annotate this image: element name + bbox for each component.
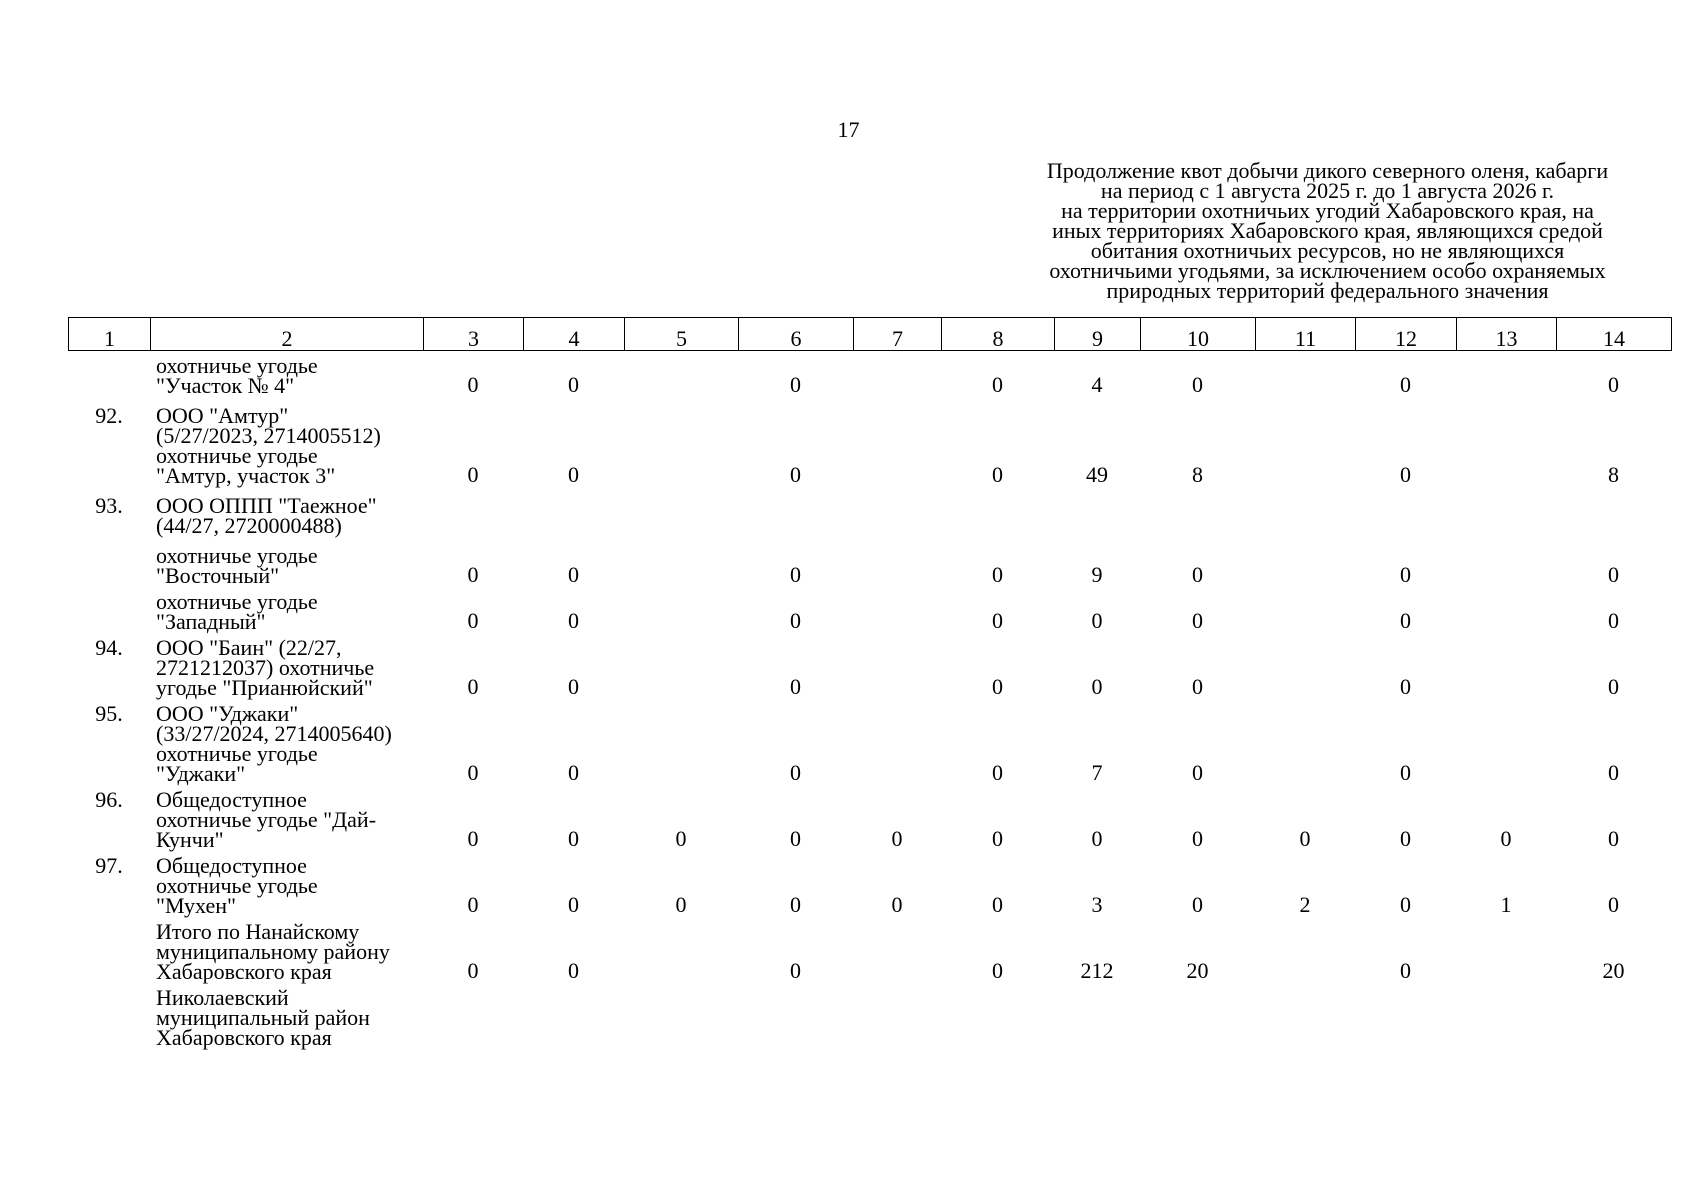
quota-value-col-13 (1456, 638, 1556, 698)
quota-value-col-4: 0 (568, 674, 579, 699)
quota-value-col-3 (423, 496, 523, 536)
name-line: ООО "Баин" (22/27, (156, 635, 342, 660)
table-row (68, 922, 1671, 982)
quota-value-col-9: 49 (1086, 462, 1108, 487)
caption-line: на период с 1 августа 2025 г. до 1 августа 2026 г. (1100, 178, 1555, 203)
name-line: охотничье угодье (156, 543, 318, 568)
row-spacer (68, 396, 1671, 406)
name-line: Хабаровского края (156, 1025, 332, 1050)
name-line: охотничье угодье (156, 443, 318, 468)
quota-value-col-13: 0 (1500, 826, 1512, 851)
quota-value-col-6: 0 (790, 826, 801, 851)
quota-value-col-5: 0 (675, 892, 687, 917)
quota-value-col-4 (523, 988, 624, 1048)
quota-value-col-3: 0 (467, 562, 479, 587)
hunting-ground-name (150, 493, 423, 538)
table-row (68, 638, 1671, 698)
quota-value-col-10: 0 (1192, 562, 1203, 587)
column-number: 3 (424, 318, 524, 351)
table-row (68, 592, 1671, 632)
quota-value-col-10: 0 (1192, 608, 1203, 633)
quota-value-col-3: 0 (467, 372, 479, 397)
quota-value-col-4: 0 (568, 462, 579, 487)
quota-value-col-9: 212 (1080, 958, 1114, 983)
quota-value-col-5 (624, 704, 738, 784)
column-number-header (68, 317, 1672, 351)
quota-value-col-4 (523, 496, 624, 536)
quota-value-col-5 (624, 922, 738, 982)
quota-value-col-6 (738, 988, 853, 1048)
row-number (68, 546, 150, 586)
quota-value-col-9: 4 (1091, 372, 1103, 397)
quota-value-col-4: 0 (568, 892, 579, 917)
quota-value-col-10 (1140, 496, 1255, 536)
quota-value-col-11 (1255, 356, 1355, 396)
column-number: 12 (1356, 318, 1457, 351)
quota-value-col-10: 0 (1192, 674, 1203, 699)
hunting-ground-name (150, 589, 423, 634)
name-line: охотничье угодье "Дай- (156, 807, 377, 832)
name-line: Общедоступное (156, 787, 307, 812)
quota-value-col-5 (624, 406, 738, 486)
row-number: 94. (95, 635, 123, 660)
quota-value-col-8 (941, 988, 1054, 1048)
quota-value-col-10: 20 (1186, 958, 1209, 983)
quota-value-col-10: 8 (1192, 462, 1203, 487)
table-row (68, 704, 1671, 784)
quota-value-col-9 (1054, 496, 1140, 536)
hunting-ground-name (150, 701, 423, 786)
name-line: "Уджаки" (156, 761, 246, 786)
quota-value-col-10: 0 (1192, 826, 1203, 851)
quota-value-col-13 (1456, 922, 1556, 982)
quota-value-col-4: 0 (568, 562, 579, 587)
quota-value-col-12 (1355, 988, 1456, 1048)
quota-value-col-10: 0 (1192, 372, 1203, 397)
name-line: угодье "Прианюйский" (156, 675, 373, 700)
quota-value-col-13 (1456, 988, 1556, 1048)
column-number: 13 (1457, 318, 1557, 351)
table-row (68, 356, 1671, 396)
caption-line: на территории охотничьих угодий Хабаровского края, на (1061, 198, 1594, 223)
quota-value-col-11 (1255, 546, 1355, 586)
quota-value-col-10 (1140, 988, 1255, 1048)
name-line: "Мухен" (156, 893, 236, 918)
quota-value-col-5 (624, 496, 738, 536)
quota-value-col-6: 0 (790, 562, 801, 587)
quota-value-col-12: 0 (1400, 760, 1411, 785)
quota-value-col-9: 3 (1091, 892, 1103, 917)
name-line: (44/27, 2720000488) (156, 513, 342, 538)
column-number: 5 (625, 318, 739, 351)
hunting-ground-name (150, 635, 423, 700)
quota-value-col-11 (1255, 638, 1355, 698)
quota-value-col-6: 0 (790, 372, 801, 397)
quota-value-col-14 (1556, 988, 1671, 1048)
table-row (68, 988, 1671, 1048)
quota-value-col-3: 0 (467, 826, 479, 851)
quota-value-col-8: 0 (992, 562, 1003, 587)
quota-value-col-11 (1255, 922, 1355, 982)
row-number (68, 922, 150, 982)
row-number: 96. (95, 787, 123, 812)
name-line: "Западный" (156, 609, 266, 634)
quota-value-col-13 (1456, 704, 1556, 784)
quota-value-col-8: 0 (992, 674, 1003, 699)
quota-value-col-6 (738, 496, 853, 536)
quota-value-col-3: 0 (467, 674, 479, 699)
row-number (68, 592, 150, 632)
table-row (68, 406, 1671, 486)
quota-value-col-13 (1456, 496, 1556, 536)
quota-value-col-14: 0 (1608, 892, 1619, 917)
quota-value-col-13: 1 (1500, 892, 1512, 917)
quota-value-col-14 (1556, 496, 1671, 536)
quota-value-col-12: 0 (1400, 826, 1411, 851)
quota-value-col-14: 0 (1608, 826, 1619, 851)
name-line: ООО "Амтур" (156, 403, 289, 428)
name-line: Кунчи" (156, 827, 224, 852)
quota-value-col-14: 0 (1608, 562, 1619, 587)
name-line: ООО "Уджаки" (156, 701, 299, 726)
name-line: "Восточный" (156, 563, 280, 588)
quota-value-col-13 (1456, 406, 1556, 486)
quota-value-col-11 (1255, 988, 1355, 1048)
hunting-ground-name (150, 403, 423, 488)
table-row (68, 496, 1671, 536)
column-number: 7 (854, 318, 942, 351)
quota-value-col-9: 7 (1091, 760, 1103, 785)
table-caption (1010, 158, 1645, 303)
quota-value-col-14: 20 (1602, 958, 1625, 983)
table-row (68, 546, 1671, 586)
quota-value-col-7 (853, 922, 941, 982)
quota-value-col-5 (624, 546, 738, 586)
quota-value-col-7 (853, 496, 941, 536)
quota-value-col-12: 0 (1400, 958, 1411, 983)
quota-value-col-9: 0 (1091, 608, 1103, 633)
name-line: муниципальному району (156, 939, 390, 964)
quota-value-col-3: 0 (467, 958, 479, 983)
quota-value-col-7 (853, 988, 941, 1048)
name-line: охотничье угодье (156, 353, 318, 378)
quota-value-col-8 (941, 496, 1054, 536)
quota-value-col-7 (853, 406, 941, 486)
quota-value-col-8: 0 (992, 608, 1003, 633)
quota-value-col-3: 0 (467, 892, 479, 917)
quota-value-col-12: 0 (1400, 892, 1411, 917)
quota-value-col-11 (1255, 406, 1355, 486)
column-number: 6 (739, 318, 854, 351)
quota-value-col-8: 0 (992, 958, 1003, 983)
row-number (68, 988, 150, 1048)
quota-value-col-6: 0 (790, 608, 801, 633)
quota-value-col-4: 0 (568, 760, 579, 785)
name-line: (5/27/2023, 2714005512) (156, 423, 381, 448)
hunting-ground-name (150, 543, 423, 588)
column-number: 2 (151, 318, 424, 351)
quota-value-col-10: 0 (1192, 760, 1203, 785)
page-number: 17 (837, 117, 860, 142)
name-line: "Амтур, участок 3" (156, 463, 336, 488)
quota-value-col-12: 0 (1400, 372, 1411, 397)
quota-value-col-14: 0 (1608, 760, 1619, 785)
quota-value-col-5 (624, 592, 738, 632)
quota-value-col-12 (1355, 496, 1456, 536)
quota-value-col-8: 0 (992, 892, 1003, 917)
quota-value-col-7 (853, 356, 941, 396)
quota-value-col-8: 0 (992, 826, 1003, 851)
table-row (68, 790, 1671, 850)
hunting-ground-name (150, 853, 423, 918)
quota-value-col-13 (1456, 546, 1556, 586)
quota-value-col-12: 0 (1400, 462, 1411, 487)
quota-value-col-9: 9 (1091, 562, 1103, 587)
caption-line: Продолжение квот добычи дикого северного оленя, кабарги (1046, 158, 1609, 183)
table-row (68, 856, 1671, 916)
quota-value-col-14: 0 (1608, 674, 1619, 699)
name-line: охотничье угодье (156, 741, 318, 766)
quota-value-col-11 (1255, 496, 1355, 536)
quota-value-col-3: 0 (467, 462, 479, 487)
quota-value-col-3 (423, 988, 523, 1048)
quota-value-col-5: 0 (675, 826, 687, 851)
row-number (68, 356, 150, 396)
quota-value-col-7: 0 (891, 826, 903, 851)
name-line: Общедоступное (156, 853, 307, 878)
column-number: 11 (1256, 318, 1356, 351)
quota-value-col-8: 0 (992, 462, 1003, 487)
quota-value-col-9: 0 (1091, 826, 1103, 851)
quota-value-col-7: 0 (891, 892, 903, 917)
column-number: 14 (1557, 318, 1672, 351)
quota-value-col-6: 0 (790, 462, 801, 487)
column-number: 1 (69, 318, 151, 351)
quota-value-col-10: 0 (1192, 892, 1203, 917)
quota-value-col-12: 0 (1400, 674, 1411, 699)
name-line: (33/27/2024, 2714005640) (156, 721, 392, 746)
row-number: 92. (95, 403, 123, 428)
caption-line: иных территориях Хабаровского края, являющихся средой (1052, 218, 1603, 243)
quota-value-col-4: 0 (568, 958, 579, 983)
quota-value-col-13 (1456, 592, 1556, 632)
name-line: Николаевский (156, 985, 289, 1010)
quota-value-col-14: 0 (1608, 608, 1619, 633)
quota-value-col-5 (624, 638, 738, 698)
quota-value-col-12: 0 (1400, 608, 1411, 633)
quota-value-col-11 (1255, 704, 1355, 784)
quota-value-col-9: 0 (1091, 674, 1103, 699)
quota-value-col-7 (853, 704, 941, 784)
quota-value-col-14: 8 (1608, 462, 1619, 487)
quota-value-col-6: 0 (790, 674, 801, 699)
caption-line: обитания охотничьих ресурсов, но не являющихся (1090, 238, 1565, 263)
column-number: 8 (942, 318, 1055, 351)
quota-value-col-7 (853, 638, 941, 698)
quota-value-col-5 (624, 356, 738, 396)
quota-value-col-3: 0 (467, 760, 479, 785)
row-number: 97. (95, 853, 123, 878)
quota-value-col-7 (853, 546, 941, 586)
quota-value-col-4: 0 (568, 372, 579, 397)
quota-value-col-7 (853, 592, 941, 632)
row-number: 93. (95, 493, 123, 518)
quota-value-col-9 (1054, 988, 1140, 1048)
quota-value-col-6: 0 (790, 760, 801, 785)
quota-value-col-8: 0 (992, 372, 1003, 397)
quota-value-col-3: 0 (467, 608, 479, 633)
name-line: "Участок № 4" (156, 373, 295, 398)
column-number: 4 (524, 318, 625, 351)
quota-value-col-4: 0 (568, 826, 579, 851)
quota-value-col-11: 2 (1299, 892, 1311, 917)
caption-line: охотничьими угодьями, за исключением особо охраняемых (1049, 258, 1606, 283)
quota-value-col-14: 0 (1608, 372, 1619, 397)
column-number: 10 (1141, 318, 1256, 351)
quota-value-col-11: 0 (1299, 826, 1311, 851)
hunting-ground-name (150, 985, 423, 1050)
name-line: охотничье угодье (156, 873, 318, 898)
quota-value-col-13 (1456, 356, 1556, 396)
quota-value-col-5 (624, 988, 738, 1048)
name-line: Итого по Нанайскому (156, 919, 360, 944)
row-number: 95. (95, 701, 123, 726)
quota-value-col-8: 0 (992, 760, 1003, 785)
quota-value-col-6: 0 (790, 892, 801, 917)
name-line: Хабаровского края (156, 959, 332, 984)
name-line: 2721212037) охотничье (156, 655, 375, 680)
quota-table (68, 353, 1671, 1050)
name-line: муниципальный район (156, 1005, 370, 1030)
hunting-ground-name (150, 919, 423, 984)
name-line: ООО ОППП "Таежное" (156, 493, 377, 518)
quota-value-col-11 (1255, 592, 1355, 632)
hunting-ground-name (150, 787, 423, 852)
column-number: 9 (1055, 318, 1141, 351)
quota-value-col-12: 0 (1400, 562, 1411, 587)
name-line: охотничье угодье (156, 589, 318, 614)
quota-value-col-6: 0 (790, 958, 801, 983)
caption-line: природных территорий федерального значения (1106, 278, 1549, 303)
quota-value-col-4: 0 (568, 608, 579, 633)
hunting-ground-name (150, 353, 423, 398)
